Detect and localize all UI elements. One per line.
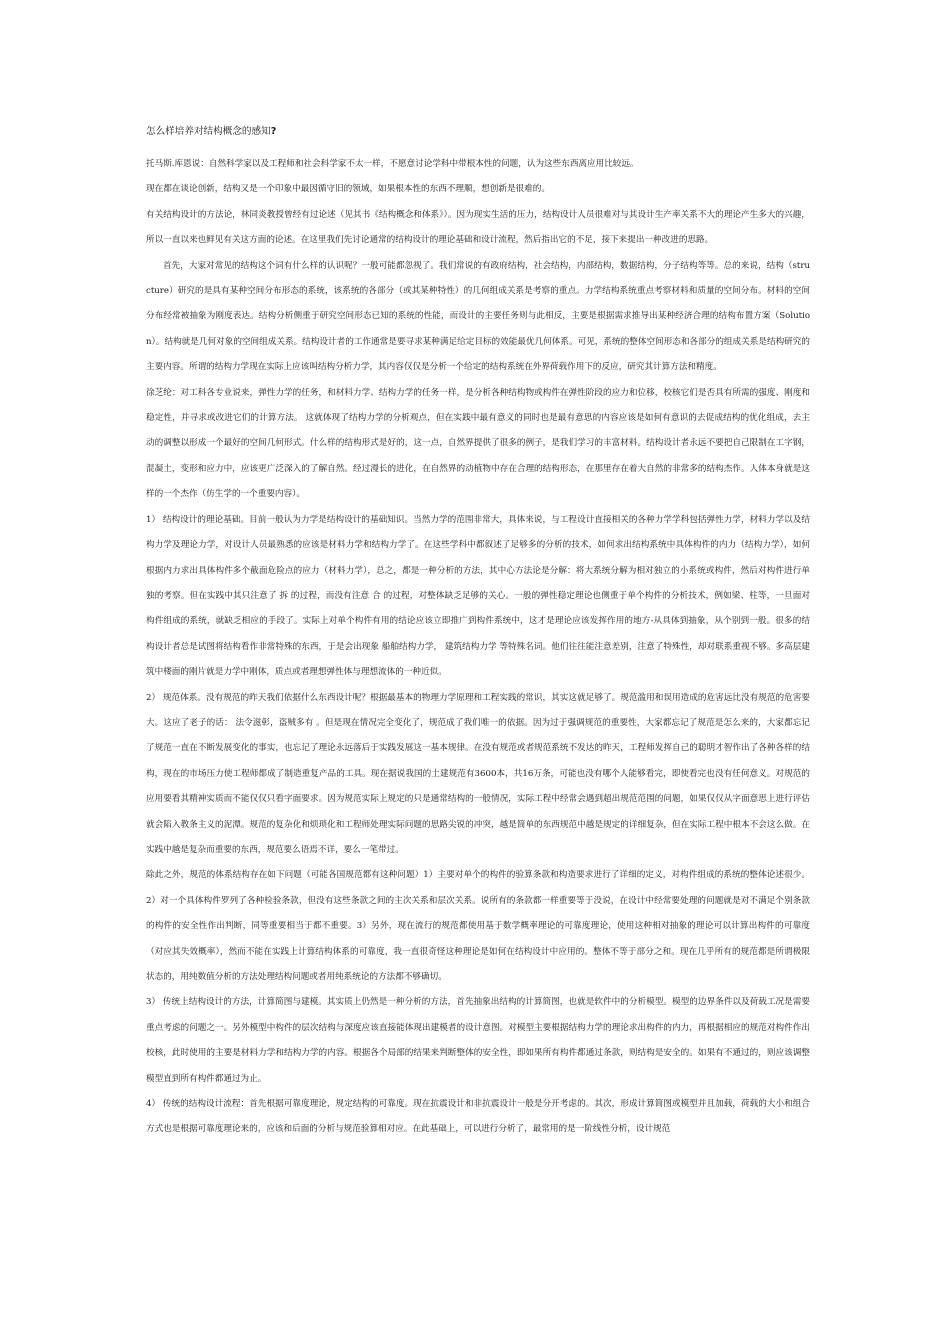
paragraph-section-3-modeling: 3） 传统上结构设计的方法，计算简图与建模。其实质上仍然是一种分析的方法，首先抽象出结构的计算简图，也就是软件中的分析模型。模型的边界条件以及荷载工况是需要重点考虑的问题之一。另外模型中构件的层次结构与深度应该直接能体现出建模者的设计意图。对模型主要根据结构力学的理论求出构件的内力，再根据相应的规范对构件作出校核，此时使用的主要是材料力学和结构力学的内容。根据各个局部的结果来判断整体的安全性，即如果所有构件都通过条款，则结构是安全的。如果有不通过的，则应该调整模型直到所有构件都通过为止。: [146, 997, 810, 1084]
title-question-mark: ?: [270, 126, 277, 137]
paragraph-section-2-codes: 2） 规范体系。没有规范的昨天我们依据什么东西设计呢？根据最基本的物理力学原理和工程实践的常识，其实这就足够了。规范滥用和误用造成的危害远比没有规范的危害要大。这应了老子的话： 法令滋彰，盗贼多有 。但是现在情况完全变化了，规范成了我们唯一的依据。因为过于强调规范的重要性，大家都忘记了规范是怎么来的，大家都忘记了规范一直在不断发展变化的事实，也忘记了理论永远落后于实践发展这一基本规律。在没有规范或者规范系统不发达的昨天，工程师发挥自己的聪明才智作出了各种各样的结构，现在的市场压力使工程师都成了制造重复产品的工具。现在据说我国的土建规范有3600本，共16万条，可能也没有哪个人能够看完，即使看完也没有任何意义。对规范的应用要看其精神实质而不能仅仅只看字面要求。因为规范实际上规定的只是通常结构的一般情况，实际工程中经常会遇到超出规范范围的问题，如果仅仅从字面意思上进行评估就会陷入教条主义的泥潭。规范的复杂化和烦琐化和工程师处理实际问题的思路尖锐的冲突，越是简单的东西规范中越是规定的详细复杂，但在实际工程中根本不会这么做。在实践中越是复杂而重要的东西，规范要么语焉不详，要么一笔带过。: [146, 692, 810, 855]
document-title: [146, 126, 810, 138]
paragraph-kuhn-quote: 托马斯.库恩说：自然科学家以及工程师和社会科学家不太一样，不愿意讨论学科中带根本性的问题，认为这些东西离应用比较远。: [146, 159, 639, 169]
paragraph-innovation: 现在都在谈论创新，结构又是一个印象中最因循守旧的领域，如果根本性的东西不理顺，想创新是很难的。: [146, 184, 550, 195]
paragraph-methodology: 有关结构设计的方法论，林同炎教授曾经有过论述（见其书《结构概念和体系》）。因为现实生活的压力，结构设计人员很难对与其设计生产率关系不大的理论产生多大的兴趣，所以一直以来也鲜见有关这方面的论述。在这里我们先讨论通常的结构设计的理论基础和设计流程，然后指出它的不足，接下来提出一种改进的思路。: [146, 209, 810, 246]
paragraph-xu-zhilun: 徐芝纶：对工科各专业说来，弹性力学的任务，和材料力学、结构力学的任务一样，是分析各种结构物或构件在弹性阶段的应力和位移，校核它们是否具有所需的强度、刚度和稳定性，并寻求或改进它们的计算方法。 这就体现了结构力学的分析观点，但在实践中最有意义的同时也是最有意思的内容应该是如何有意识的去促成结构的优化组成，去主动的调整以形成一个最好的空间几何形式。什么样的结构形式是好的，这一点，自然界提供了很多的例子，是我们学习的丰富材料。结构设计者永远不要把自己限制在工字钢，混凝土，变形和应力中，应该更广泛深入的了解自然。经过漫长的进化，在自然界的动植物中存在合理的结构形态，在那里存在着大自然的非常多的结构杰作。人体本身就是这样的一个杰作（仿生学的一个重要内容）。: [146, 387, 810, 500]
document-page: [146, 126, 810, 1143]
paragraph-section-4-process: 4） 传统的结构设计流程：首先根据可靠度理论，规定结构的可靠度。现在抗震设计和非抗震设计一般是分开考虑的。其次，形成计算简图或模型并且加载，荷载的大小和组合方式也是根据可靠度理论来的，应该和后面的分析与规范验算相对应。在此基础上，可以进行分析了，最常用的是一阶线性分析，设计规范: [146, 1099, 810, 1135]
paragraph-code-problems: 除此之外，规范的体系结构存在如下问题（可能各国规范都有这种问题）1）主要对单个的构件的验算条款和构造要求进行了详细的定义，对构件组成的系统的整体论述很少。2）对一个具体构件罗列了各种检验条款，但没有这些条款之间的主次关系和层次关系。说所有的条款都一样重要等于没说，在设计中经常要处理的问题就是对不满足个别条款的构件的安全性作出判断，同等重要相当于都不重要。3）另外，现在流行的规范都使用基于数学概率理论的可靠度理论，使用这种相对抽象的理论可以计算出构件的可靠度（对应其失效概率），然而不能在实践上计算结构体系的可靠度，我一直很奇怪这种理论是如何在结构设计中应用的。整体不等于部分之和。现在几乎所有的规范都是所谓极限状态的，用纯数值分析的方法处理结构问题或者用纯系统论的方法都不够确切。: [146, 870, 810, 982]
title-text: 怎么样培养对结构概念的感知: [146, 126, 271, 137]
paragraph-structure-definition: 首先，大家对常见的结构这个词有什么样的认识呢？一般可能都忽视了。我们常说的有政府结构，社会结构，内部结构，数据结构，分子结构等等。总的来说，结构（structure）研究的是具有某种空间分布形态的系统，该系统的各部分（或其某种特性）的几何组成关系是考察的重点。力学结构系统重点考察材料和质量的空间分布。材料的空间分布经常被抽象为刚度表达。结构分析侧重于研究空间形态已知的系统的性能，而设计的主要任务则与此相反，主要是根据需求推导出某种经济合理的结构布置方案（Solution）。结构就是几何对象的空间组成关系。结构设计者的工作通常是要寻求某种满足给定目标的效能最优几何体系。可见，系统的整体空间形态和各部分的组成关系是结构研究的主要内容。所谓的结构力学现在实际上应该叫结构分析力学，其内容仅仅是分析一个给定的结构系统在外界荷载作用下的反应，研究其计算方法和精度。: [146, 260, 810, 373]
paragraph-section-1-theory: 1） 结构设计的理论基础。目前一般认为力学是结构设计的基础知识。当然力学的范围非常大，具体来说，与工程设计直接相关的各种力学学科包括弹性力学，材料力学以及结构力学及理论力学，对设计人员最熟悉的应该是材料力学和结构力学了。在这些学科中都叙述了足够多的分析的技术，如何求出结构系统中具体构件的内力（结构力学），如何根据内力求出具体构件多个截面危险点的应力（材料力学），总之，都是一种分析的方法，其中心方法论是分解：将大系统分解为相对独立的小系统或构件，然后对构件进行单独的考察。但在实践中其只注意了 拆 的过程，而没有注意 合 的过程，对整体缺乏足够的关心。一般的弹性稳定理论也侧重于单个构件的分析技术，例如梁、柱等，一旦面对构件组成的系统，就缺乏相应的手段了。实际上对单个构件有用的结论应该立即推广到构件系统中，这才是理论应该发挥作用的地方-从具体到抽象，从个别到一般。很多的结构设计者总是试图将结构看作非常特殊的东西，于是会出现象 船舶结构力学， 建筑结构力学 等特殊名词。他们往往能注意差别，注意了特殊性，却对联系重视不够。多高层建筑中楼面的刚片就是力学中刚体，质点或者理想弹性体与理想流体的一种近似。: [146, 514, 810, 678]
